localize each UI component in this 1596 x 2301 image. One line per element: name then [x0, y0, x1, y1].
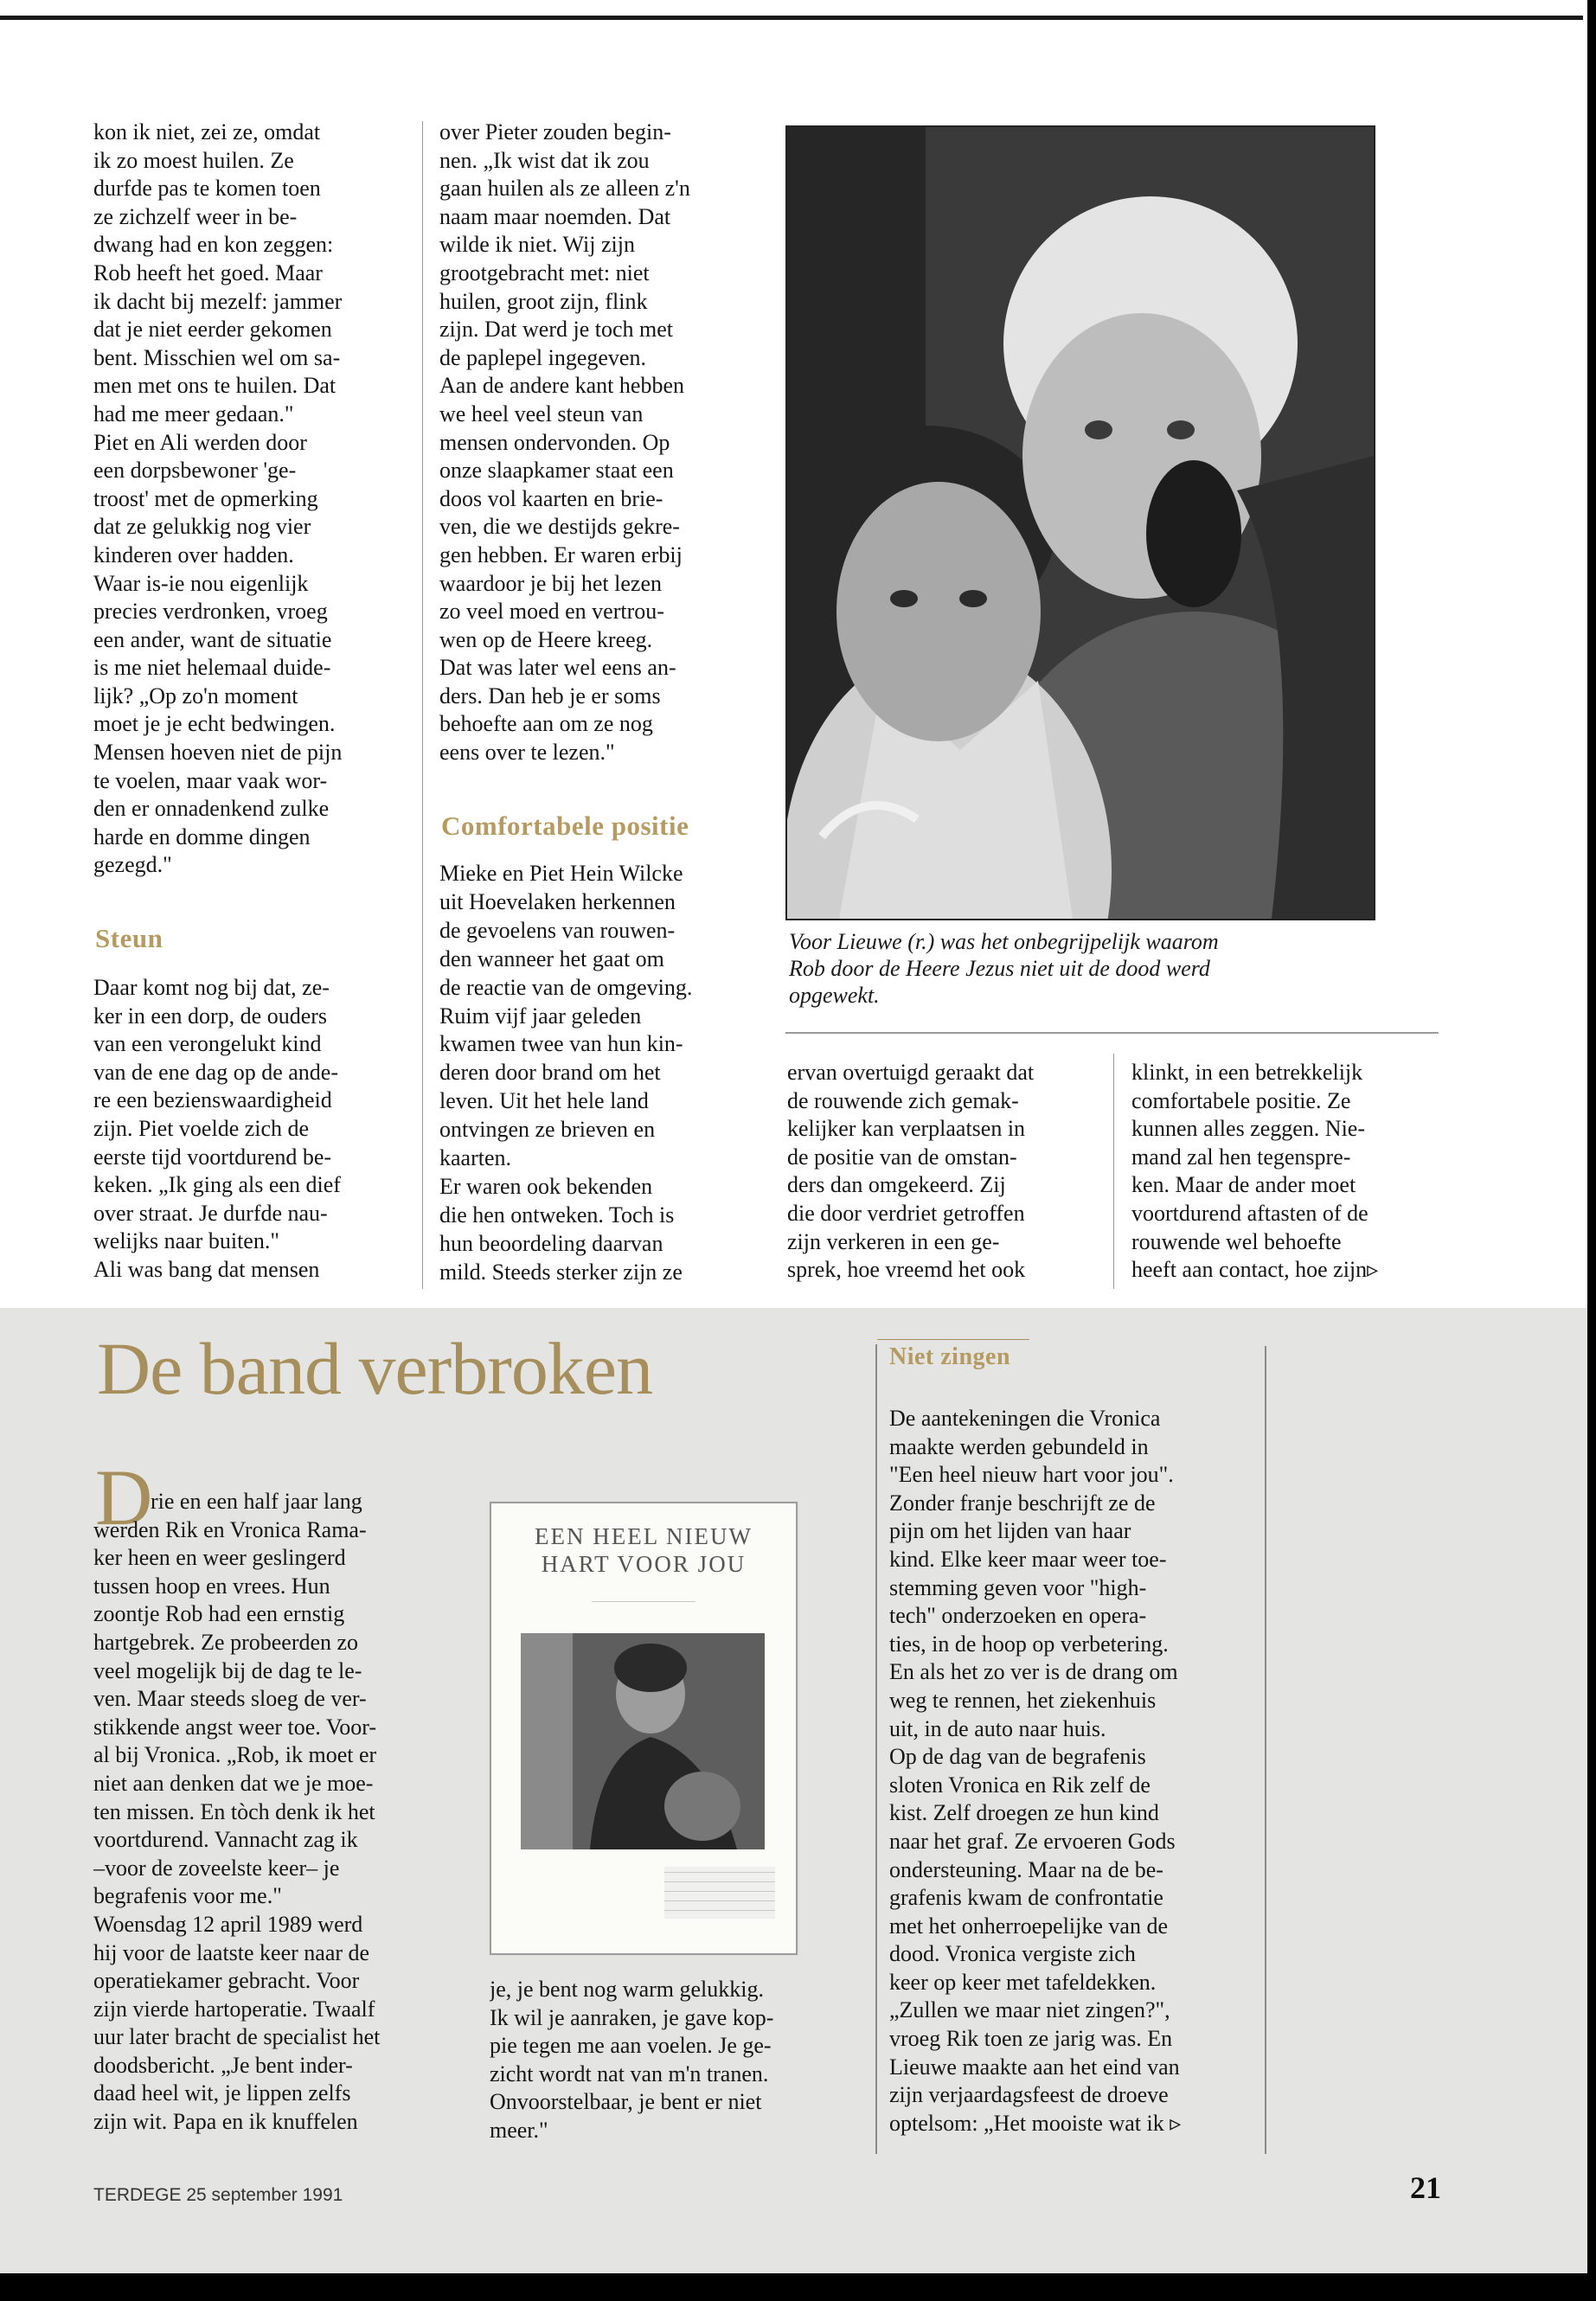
- book-cover: [490, 1502, 798, 1955]
- page-edge-bottom: [0, 2273, 1596, 2301]
- sidebar-column-3: De aantekeningen die Vronica maakte werden gebundeld in "Een heel nieuw hart voor jou". Zonder franje beschrijft ze de pijn om het lijden van haar kind. Elke keer maar weer toe- stemming geven voor "high- tech" onderzoeken en opera- ties, in de hoop op verbetering. En als het zo ver is de drang om weg te rennen, het ziekenhuis uit, in de auto naar huis. Op de dag van de begrafenis sloten Vronica en Rik zelf de kist. Zelf droegen ze hun kind naar het graf. Ze ervoeren Gods ondersteuning. Maar na de be- grafenis kwam de confrontatie met het onherroepelijke van de dood. Vronica vergiste zich keer op keer met tafeldekken. „Zullen we maar niet zingen?", vroeg Rik toen ze jarig was. En Lieuwe maakte aan het eind van zijn verjaardagsfeest de droeve optelsom: „Het mooiste wat ik ▹: [889, 1406, 1182, 2136]
- column-divider: [422, 121, 423, 1289]
- book-cover-author-line: ————————————: [592, 1597, 695, 1606]
- page-number: 21: [1410, 2170, 1441, 2205]
- sidebar-divider: [1265, 1346, 1266, 2154]
- column-divider: [1113, 1054, 1114, 1289]
- book-cover-title: EEN HEEL NIEUW HART VOOR JOU: [535, 1523, 753, 1577]
- subhead-niet-zingen: Niet zingen: [889, 1343, 1011, 1370]
- subhead-steun: Steun: [95, 923, 163, 953]
- article-column-1b: Daar komt nog bij dat, ze- ker in een dorp, de ouders van een verongelukt kind van de ene dag op de ande- re een bezienswaardigheid zijn. Piet voelde zich de eerste tijd voortdurend be- keken. „Ik ging als een dief over straat. Je durfde nau- welijks naar buiten." Ali was bang dat mensen: [93, 975, 341, 1282]
- page-edge-top: [0, 16, 1583, 20]
- subhead-box-top: [877, 1339, 1029, 1340]
- page-edge-right: [1587, 0, 1596, 2301]
- sidebar-divider: [875, 1344, 877, 2154]
- drop-cap: D: [95, 1453, 153, 1541]
- sidebar-headline: De band verbroken: [97, 1327, 653, 1410]
- footer-publication: TERDEGE 25 september 1991: [93, 2185, 343, 2205]
- article-column-1: kon ik niet, zei ze, omdat ik zo moest huilen. Ze durfde pas te komen toen ze zichzelf weer in be- dwang had en kon zeggen: Rob heeft het goed. Maar ik dacht bij mezelf: jammer dat je niet eerder gekomen bent. Misschien wel om sa- men met ons te huilen. Dat had me meer gedaan." Piet en Ali werden door een dorpsbewoner 'ge- troost' met de opmerking dat ze gelukkig nog vier kinderen over hadden. Waar is-ie nou eigenlijk precies verdronken, vroeg een ander, want de situatie is me niet helemaal duide- lijk? „Op zo'n moment moet je je echt bedwingen. Mensen hoeven niet de pijn te voelen, maar vaak wor- den er onnadenkend zulke harde en domme dingen gezegd.": [93, 119, 343, 878]
- sidebar-column-1: rie en een half jaar lang werden Rik en Vronica Rama- ker heen en weer geslingerd tussen hoop en vrees. Hun zoontje Rob had een ernstig hartgebrek. Ze probeerden zo veel mogelijk bij de dag te le- ven. Maar steeds sloeg de ver- stikkende angst weer toe. Voor- al bij Vronica. „Rob, ik moet er niet aan denken dat we je moe- ten missen. En tòch denk ik het voortdurend. Vannacht zag ik –voor de zoveelste keer– je begrafenis voor me." Woensdag 12 april 1989 werd hij voor de laatste keer naar de operatiekamer gebracht. Voor zijn vierde hartoperatie. Twaalf uur later bracht de specialist het doodsbericht. „Je bent inder- daad heel wit, je lippen zelfs zijn wit. Papa en ik knuffelen: [93, 1489, 381, 2135]
- article-column-2: over Pieter zouden begin- nen. „Ik wist dat ik zou gaan huilen als ze alleen z'n naam maar noemden. Dat wilde ik niet. Wij zijn grootgebracht met: niet huilen, groot zijn, flink zijn. Dat werd je toch met de paplepel ingegeven. Aan de andere kant hebben we heel veel steun van mensen ondervonden. Op onze slaapkamer staat een doos vol kaarten en brie- ven, die we destijds gekre- gen hebben. Er waren erbij waardoor je bij het lezen zo veel moed en vertrou- wen op de Heere kreeg. Dat was later wel eens an- ders. Dan heb je er soms behoefte aan om ze nog eens over te lezen.": [439, 119, 690, 766]
- article-column-4: klinkt, in een betrekkelijk comfortabele positie. Ze kunnen alles zeggen. Nie- mand zal hen tegenspre- ken. Maar de ander moet voortdurend aftasten of de rouwende wel behoefte heeft aan contact, hoe zijn▹: [1131, 1060, 1379, 1283]
- caption-rule: [785, 1032, 1439, 1034]
- book-cover-blurb: [664, 1867, 775, 1919]
- sidebar-column-2: je, je bent nog warm gelukkig. Ik wil je aanraken, je gave kop- pie tegen me aan voelen. Je ge- zicht wordt nat van m'n tranen. Onvoorstelbaar, je bent er niet meer.": [490, 1977, 774, 2143]
- book-cover-photo: [521, 1633, 765, 1849]
- article-column-2b: Mieke en Piet Hein Wilcke uit Hoevelaken herkennen de gevoelens van rouwen- den wanneer het gaat om de reactie van de omgeving. Ruim vijf jaar geleden kwamen twee van hun kin- deren door brand om het leven. Uit het hele land ontvingen ze brieven en kaarten. Er waren ook bekenden die hen ontweken. Toch is hun beoordeling daarvan mild. Steeds sterker zijn ze: [439, 861, 693, 1285]
- photo-caption: Voor Lieuwe (r.) was het onbegrijpelijk waarom Rob door de Heere Jezus niet uit de dood werd opgewekt.: [789, 929, 1219, 1008]
- subhead-comfortabele-positie: Comfortabele positie: [441, 811, 689, 841]
- article-column-3: ervan overtuigd geraakt dat de rouwende zich gemak- kelijker kan verplaatsen in de positie van de omstan- ders dan omgekeerd. Zij die door verdriet getroffen zijn verkeren in een ge- sprek, hoe vreemd het ook: [787, 1060, 1035, 1283]
- photo-two-boys: [785, 125, 1375, 920]
